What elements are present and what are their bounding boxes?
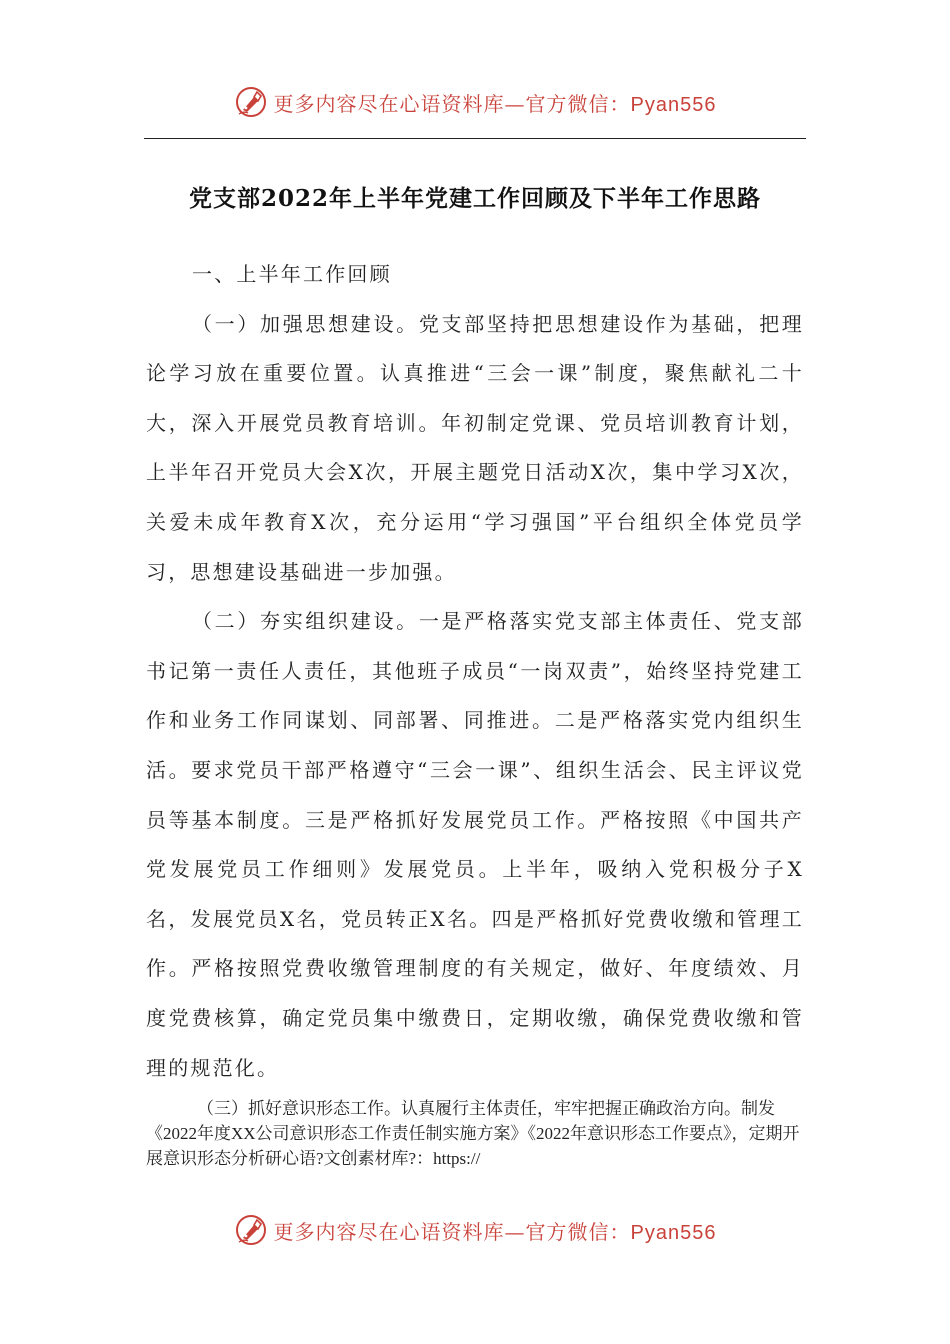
- document-title: 党支部2022年上半年党建工作回顾及下半年工作思路: [188, 185, 761, 212]
- footer-banner-text: [274, 1216, 717, 1245]
- paragraph-organization: （二）夯实组织建设。一是严格落实党支部主体责任、党支部书记第一责任人责任，其他班子成员“一岗双责”，始终坚持党建工作和业务工作同谋划、同部署、同推进。二是严格落实党内组织生活。要求党员干部严格遵守“三会一课”、组织生活会、民主评议党员等基本制度。三是严格抓好发展党员工作。严格按照《中国共产党发展党员工作细则》发展党员。上半年，吸纳入党积极分子X名，发展党员X名，党员转正X名。四是严格抓好党费收缴和管理工作。严格按照党费收缴管理制度的有关规定，做好、年度绩效、月度党费核算，确定党员集中缴费日，定期收缴，确保党费收缴和管理的规范化。: [146, 609, 804, 1080]
- pen-nib-logo-icon: [234, 85, 268, 119]
- section-heading-review: 一、上半年工作回顾: [192, 262, 392, 286]
- header-banner-main: 更多内容尽在心语资料库: [273, 91, 505, 116]
- footer-banner-dash: —: [504, 1219, 526, 1244]
- header-banner-dash: —: [504, 91, 526, 116]
- paragraph-ideology: （一）加强思想建设。党支部坚持把思想建设作为基础，把理论学习放在重要位置。认真推进“三会一课”制度，聚焦献礼二十大，深入开展党员教育培训。年初制定党课、党员培训教育计划，上半年召开党员大会X次，开展主题党日活动X次，集中学习X次，关爱未成年教育X次，充分运用“学习强国”平台组织全体党员学习，思想建设基础进一步加强。: [146, 311, 804, 584]
- header-banner: [0, 80, 950, 124]
- header-divider: [144, 138, 806, 139]
- document-body: [146, 250, 804, 1093]
- footer-banner-main: 更多内容尽在心语资料库: [273, 1219, 505, 1244]
- pen-nib-logo-icon: [234, 1213, 268, 1247]
- header-banner-text: [274, 88, 717, 117]
- footer-banner: [0, 1208, 950, 1252]
- footer-banner-wechat: 官方微信：Pyan556: [525, 1221, 717, 1244]
- header-banner-wechat: 官方微信：Pyan556: [525, 93, 717, 116]
- paragraph-ideology-work: （三）抓好意识形态工作。认真履行主体责任，牢牢把握正确政治方向。制发《2022年度XX公司意识形态工作责任制实施方案》《2022年意识形态工作要点》，定期开展意识形态分析研心语?文创素材库?：https://: [146, 1099, 800, 1168]
